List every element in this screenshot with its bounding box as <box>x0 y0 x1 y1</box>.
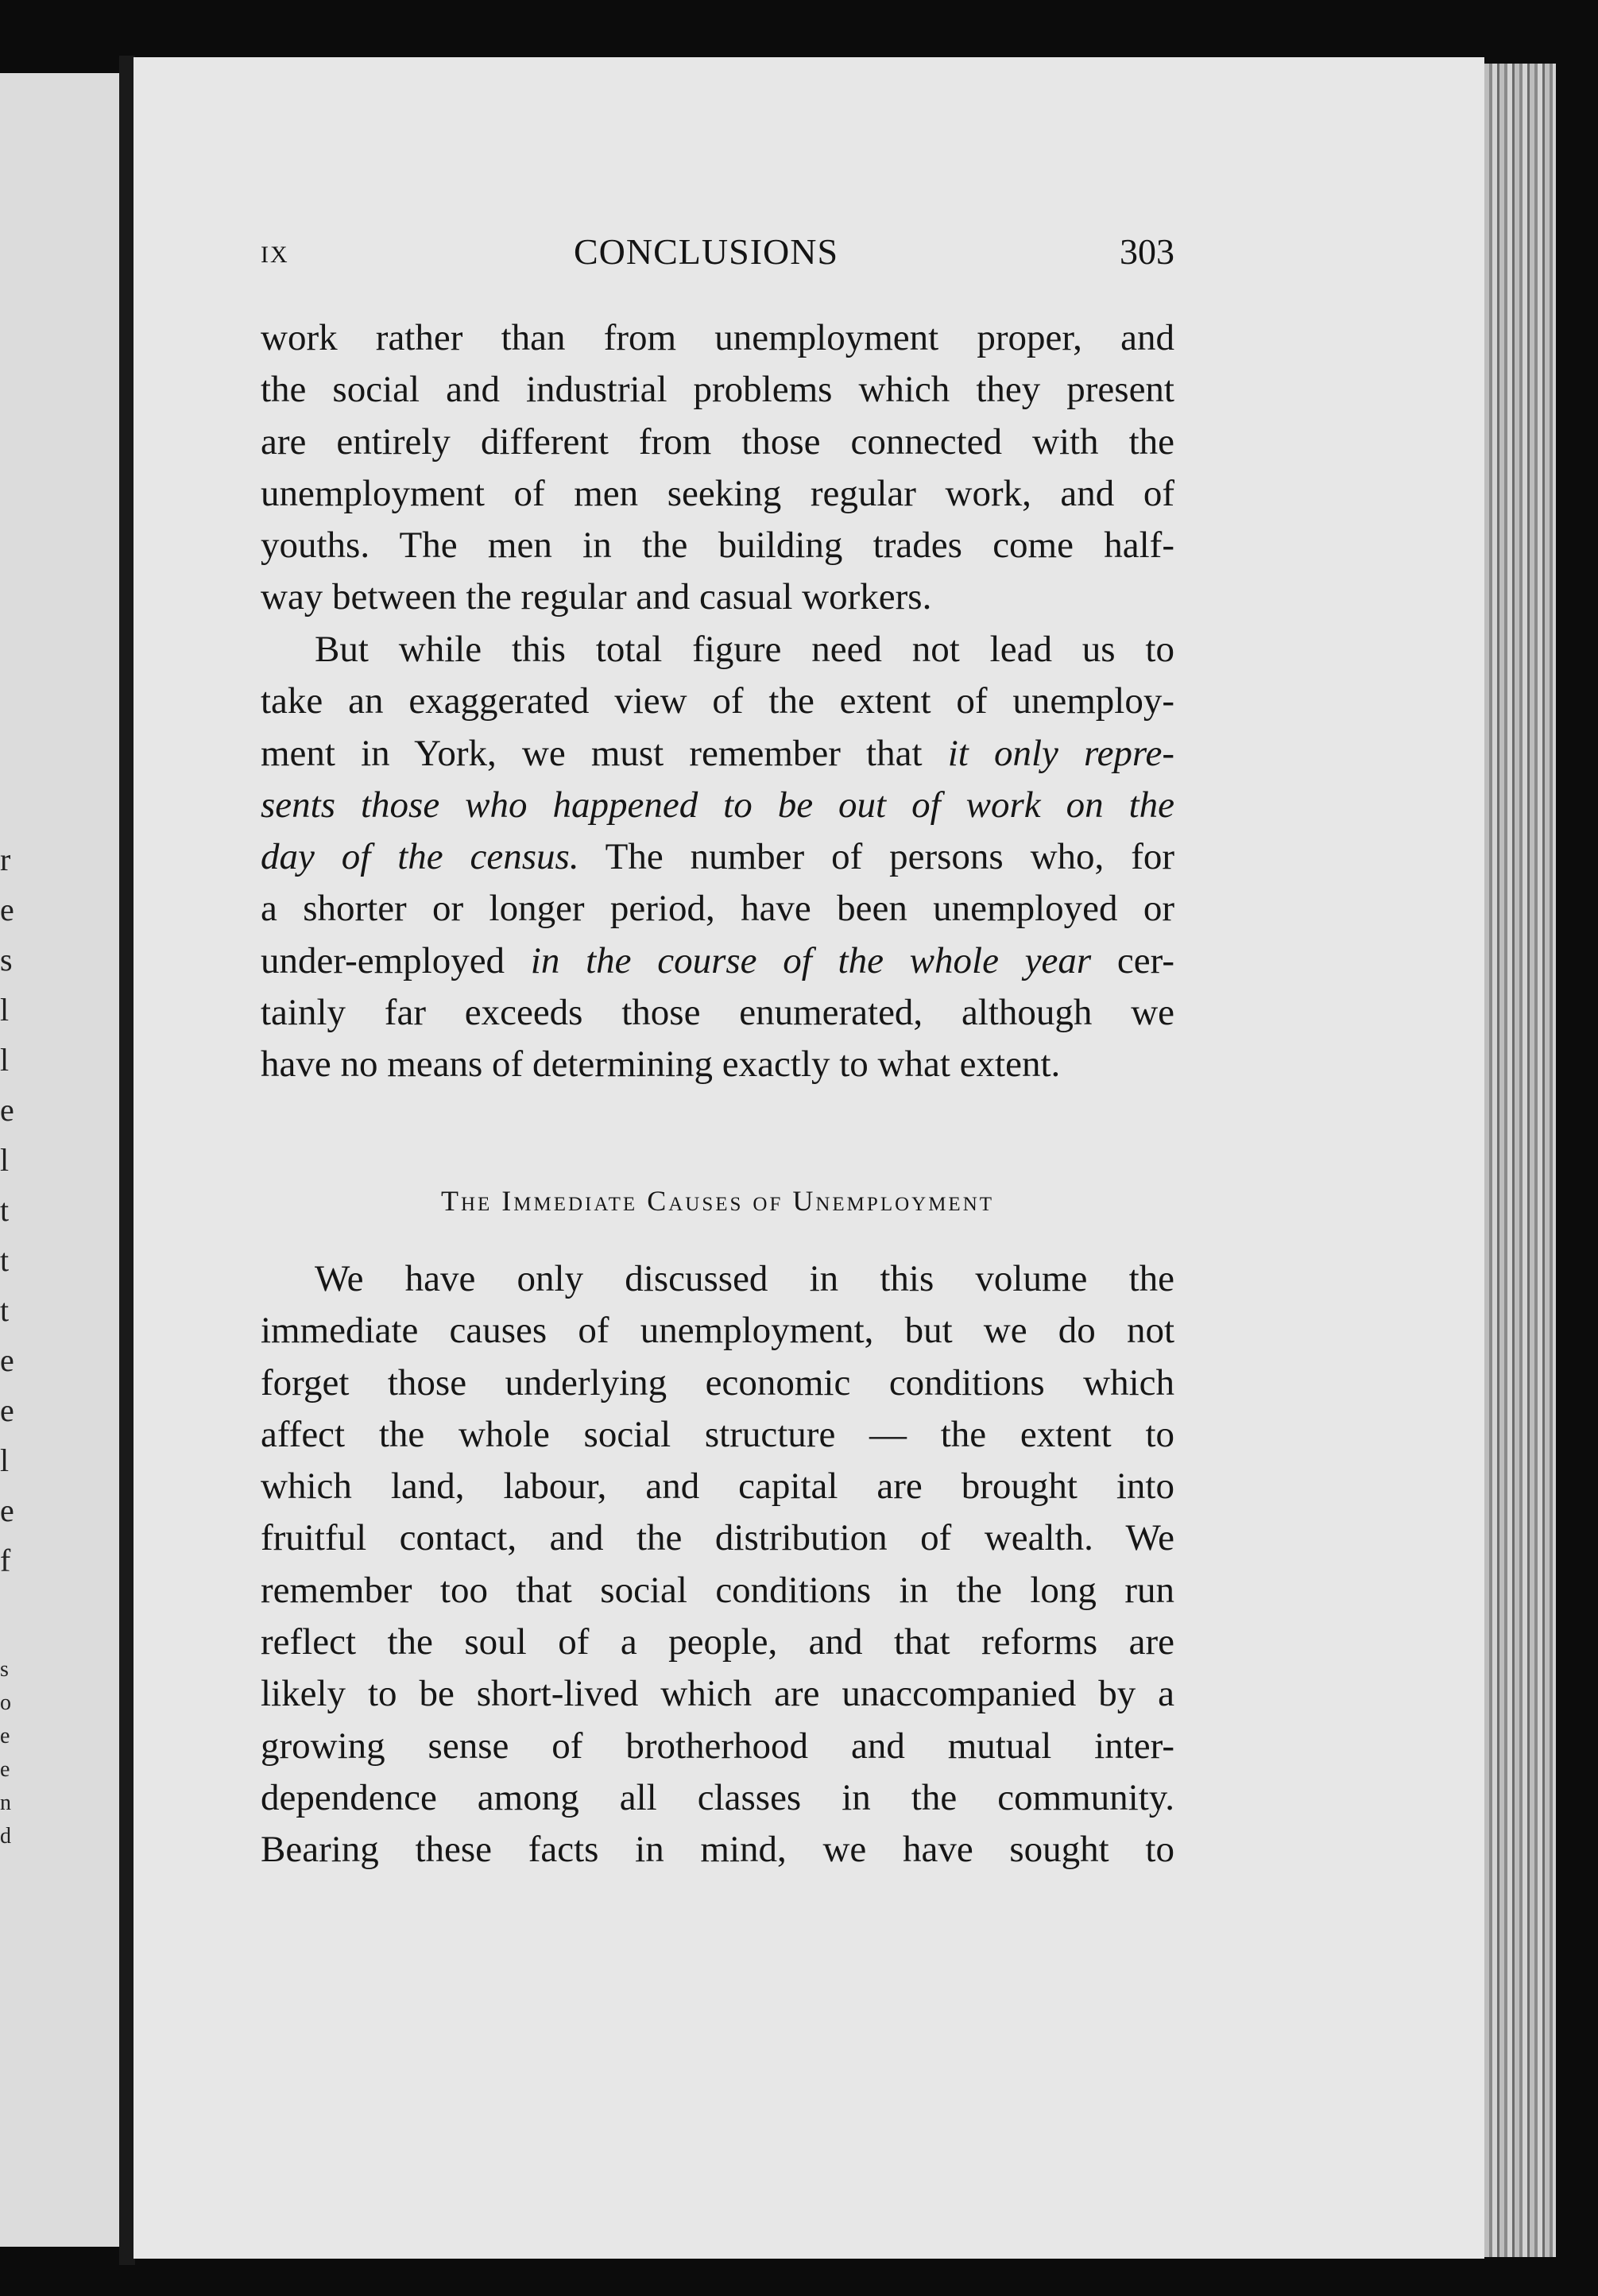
text-line: dependence among all classes in the community. <box>261 1776 1174 1818</box>
paragraph-3 <box>261 1253 1174 1876</box>
facing-page-letter: t <box>0 1242 10 1278</box>
facing-page-letter: l <box>0 1442 10 1478</box>
italic-run: it only repre- <box>947 732 1174 774</box>
facing-page-small-letters <box>0 1653 11 1853</box>
facing-page-letter: e <box>0 1724 10 1748</box>
facing-page-letter: t <box>0 1292 10 1328</box>
facing-page-letter: l <box>0 992 10 1028</box>
text-run: The number of persons who, for <box>578 836 1175 878</box>
text-run: under-employed <box>261 939 531 982</box>
facing-page-letter: e <box>0 1342 14 1378</box>
text-line <box>261 728 1174 780</box>
text-line: fruitful contact, and the distribution of wealth. We <box>261 1517 1174 1559</box>
paragraph-2 <box>261 624 1174 1091</box>
text-line: Bearing these facts in mind, we have sought to <box>261 1829 1174 1871</box>
facing-page <box>0 73 119 2247</box>
page-number: 303 <box>1120 231 1174 272</box>
running-head <box>261 230 1174 278</box>
text-run: cer- <box>1091 939 1174 982</box>
facing-page-letter: e <box>0 892 14 927</box>
text-line: We have only discussed in this volume the <box>315 1258 1174 1299</box>
facing-page-letters <box>0 834 16 1586</box>
text-line: growing sense of brotherhood and mutual inter- <box>261 1725 1174 1767</box>
text-line: which land, labour, and capital are brought into <box>261 1465 1174 1508</box>
text-line: way between the regular and casual workers. <box>261 576 932 618</box>
text-line: immediate causes of unemployment, but we do not <box>261 1310 1174 1352</box>
facing-page-letter: n <box>0 1791 11 1815</box>
text-line <box>261 831 1174 883</box>
binding-gutter <box>119 56 135 2265</box>
text-line: a shorter or longer period, have been unemployed or <box>261 888 1174 930</box>
text-line: have no means of determining exactly to what extent. <box>261 1043 1061 1086</box>
facing-page-letter: l <box>0 1042 10 1078</box>
text-line: take an exaggerated view of the extent of unemploy- <box>261 680 1174 722</box>
text-line: youths. The men in the building trades come half- <box>261 525 1174 567</box>
text-run: ment in York, we must remember that <box>261 732 948 774</box>
page-edges <box>1484 64 1556 2257</box>
facing-page-letter: t <box>0 1192 10 1228</box>
text-line: are entirely different from those connected with the <box>261 420 1174 463</box>
italic-run: in the course of the whole year <box>530 939 1092 982</box>
facing-page-letter: d <box>0 1824 11 1849</box>
text-line: forget those underlying economic conditions which <box>261 1361 1174 1404</box>
text-line: likely to be short-lived which are unaccompanied by a <box>261 1673 1174 1715</box>
text-line: remember too that social conditions in the long run <box>261 1569 1174 1611</box>
text-line: affect the whole social structure — the extent to <box>261 1413 1174 1455</box>
paragraph-1 <box>261 312 1174 624</box>
facing-page-letter: e <box>0 1757 10 1782</box>
facing-page-letter: r <box>0 842 11 877</box>
facing-page-letter: e <box>0 1493 14 1528</box>
running-title: CONCLUSIONS <box>574 231 839 272</box>
facing-page-letter: s <box>0 942 13 978</box>
facing-page-letter: l <box>0 1142 10 1178</box>
text-line: But while this total figure need not lead us to <box>315 629 1174 670</box>
facing-page-letter: e <box>0 1092 14 1128</box>
facing-page-letter: f <box>0 1543 11 1578</box>
chapter-number: IX <box>261 242 289 268</box>
text-line: the social and industrial problems which they present <box>261 369 1174 411</box>
text-line: sents those who happened to be out of work on the <box>261 784 1174 826</box>
section-heading: The Immediate Causes of Unemployment <box>440 1185 995 1217</box>
text-line: reflect the soul of a people, and that reforms are <box>261 1621 1174 1663</box>
text-line: work rather than from unemployment proper, and <box>261 317 1174 358</box>
facing-page-letter: s <box>0 1657 9 1682</box>
text-line: unemployment of men seeking regular work, and of <box>261 472 1174 514</box>
facing-page-letter: e <box>0 1392 14 1428</box>
text-line <box>261 935 1174 987</box>
italic-run: day of the census. <box>261 836 579 878</box>
facing-page-letter: o <box>0 1690 11 1715</box>
text-line: tainly far exceeds those enumerated, although we <box>261 992 1174 1034</box>
